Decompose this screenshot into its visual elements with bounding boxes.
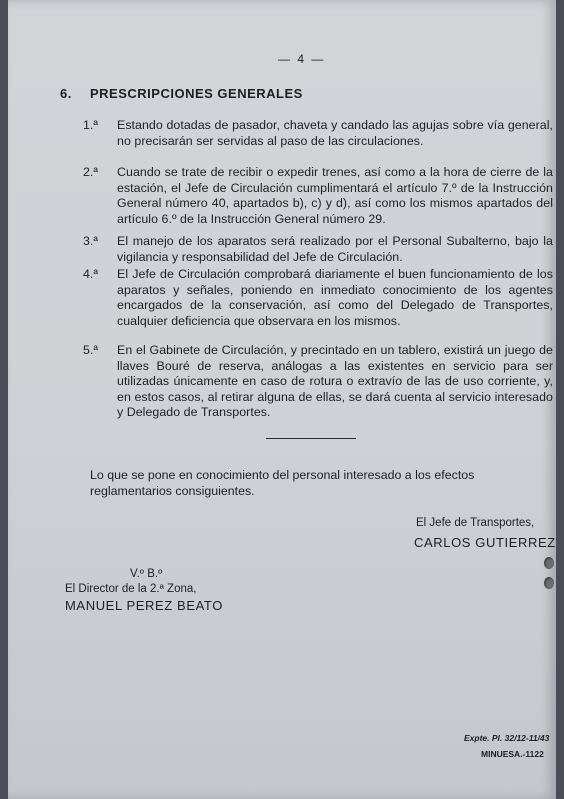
list-item bbox=[83, 165, 553, 227]
item-number: 2.ª bbox=[83, 165, 98, 179]
punch-hole bbox=[544, 557, 554, 569]
signatory-title: El Jefe de Transportes, bbox=[416, 517, 535, 529]
page-number: — 4 — bbox=[278, 52, 326, 66]
item-number: 5.ª bbox=[83, 343, 98, 357]
list-item bbox=[83, 234, 553, 265]
closing-paragraph: Lo que se pone en conocimiento del personal interesado a los efectos reglamentarios consiguientes. bbox=[90, 468, 475, 498]
item-number: 4.ª bbox=[83, 267, 98, 281]
separator-rule bbox=[266, 438, 356, 439]
printer-mark: MINUESA.-1122 bbox=[481, 749, 544, 759]
document-page bbox=[8, 0, 556, 799]
list-item bbox=[83, 343, 553, 421]
list-item bbox=[83, 118, 553, 149]
item-text: El manejo de los aparatos será realizado por el Personal Subalterno, bajo la vigilancia y responsabilidad del Jefe de Circulación. bbox=[117, 234, 553, 264]
list-item bbox=[83, 267, 553, 329]
item-number: 1.ª bbox=[83, 118, 98, 132]
section-title: PRESCRIPCIONES GENERALES bbox=[90, 86, 303, 101]
section-number: 6. bbox=[60, 86, 72, 101]
item-text: Estando dotadas de pasador, chaveta y candado las agujas sobre vía general, no precisarán ser servidas al paso de las circulaciones. bbox=[117, 118, 553, 148]
approval-mark: V.º B.º bbox=[130, 568, 163, 580]
director-name: MANUEL PEREZ BEATO bbox=[65, 598, 223, 613]
signatory-name: CARLOS GUTIERREZ bbox=[414, 535, 556, 550]
director-title: El Director de la 2.ª Zona, bbox=[65, 583, 197, 595]
section-heading bbox=[60, 86, 303, 101]
item-text: El Jefe de Circulación comprobará diariamente el buen funcionamiento de los aparatos y señales, poniendo en inmediato conocimiento de los agentes encargados de la conservación, así como del Delegado de Transportes, cualquier deficiencia que observara en los mismos. bbox=[117, 267, 553, 328]
item-number: 3.ª bbox=[83, 234, 98, 248]
punch-hole bbox=[544, 577, 554, 589]
item-text: Cuando se trate de recibir o expedir trenes, así como a la hora de cierre de la estación, el Jefe de Circulación cumplimentará el artículo 7.º de la Instrucción General número 40, apartados b), c) y d), así como los mismos apartados del artículo 6.º de la Instrucción General número 29. bbox=[117, 165, 553, 226]
item-text: En el Gabinete de Circulación, y precintado en un tablero, existirá un juego de llaves Bouré de reserva, análogas a las existentes en servicio para ser utilizadas únicamente en caso de rotura o extravío de las de uso corriente, y, en estos casos, al retirar alguna de ellas, se dará cuenta al servicio interesado y Delegado de Transportes. bbox=[117, 343, 553, 420]
file-reference: Expte. Pl. 32/12-11/43 bbox=[464, 733, 550, 743]
